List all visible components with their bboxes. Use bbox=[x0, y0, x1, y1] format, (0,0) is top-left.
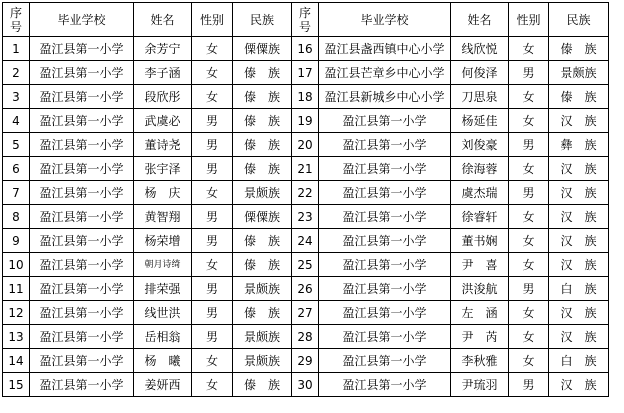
seq-cell: 20 bbox=[292, 133, 319, 157]
seq-cell: 6 bbox=[3, 157, 30, 181]
gender-cell: 男 bbox=[192, 109, 233, 133]
name-cell: 尹琉羽 bbox=[451, 373, 509, 397]
school-cell: 盈江县第一小学 bbox=[30, 157, 134, 181]
school-cell: 盈江县第一小学 bbox=[30, 109, 134, 133]
ethnicity-cell: 景颇族 bbox=[233, 325, 292, 349]
seq-cell: 17 bbox=[292, 61, 319, 85]
ethnicity-cell: 傣 族 bbox=[233, 109, 292, 133]
gender-cell: 女 bbox=[192, 61, 233, 85]
name-header: 姓名 bbox=[134, 3, 192, 37]
ethnicity-cell: 汉 族 bbox=[549, 325, 609, 349]
school-cell: 盈江县第一小学 bbox=[30, 205, 134, 229]
school-cell: 盈江县第一小学 bbox=[30, 61, 134, 85]
name-header: 姓名 bbox=[451, 3, 509, 37]
table-row bbox=[3, 325, 609, 349]
gender-cell: 男 bbox=[509, 133, 549, 157]
seq-cell: 7 bbox=[3, 181, 30, 205]
name-cell: 杨 庆 bbox=[134, 181, 192, 205]
gender-cell: 男 bbox=[509, 277, 549, 301]
school-cell: 盈江县第一小学 bbox=[30, 85, 134, 109]
ethnicity-cell: 汉 族 bbox=[549, 109, 609, 133]
gender-cell: 女 bbox=[509, 229, 549, 253]
name-cell: 排荣强 bbox=[134, 277, 192, 301]
school-cell: 盈江县第一小学 bbox=[30, 349, 134, 373]
school-cell: 盈江县第一小学 bbox=[30, 37, 134, 61]
ethnicity-header: 民族 bbox=[549, 3, 609, 37]
name-cell: 尹 喜 bbox=[451, 253, 509, 277]
name-cell: 董书娴 bbox=[451, 229, 509, 253]
school-header: 毕业学校 bbox=[319, 3, 451, 37]
seq-cell: 16 bbox=[292, 37, 319, 61]
school-cell: 盈江县第一小学 bbox=[319, 109, 451, 133]
ethnicity-cell: 景颇族 bbox=[233, 349, 292, 373]
table-row bbox=[3, 85, 609, 109]
table-row bbox=[3, 253, 609, 277]
seq-header bbox=[292, 3, 319, 37]
gender-cell: 女 bbox=[192, 349, 233, 373]
seq-cell: 19 bbox=[292, 109, 319, 133]
header-row bbox=[3, 3, 609, 37]
table-row bbox=[3, 157, 609, 181]
name-cell: 董诗尧 bbox=[134, 133, 192, 157]
school-cell: 盈江县第一小学 bbox=[319, 301, 451, 325]
school-cell: 盈江县第一小学 bbox=[319, 133, 451, 157]
gender-cell: 女 bbox=[192, 373, 233, 397]
name-cell: 岳相翁 bbox=[134, 325, 192, 349]
school-cell: 盈江县第一小学 bbox=[319, 325, 451, 349]
school-cell: 盈江县新城乡中心小学 bbox=[319, 85, 451, 109]
gender-cell: 男 bbox=[192, 157, 233, 181]
gender-cell: 男 bbox=[509, 373, 549, 397]
name-cell: 何俊泽 bbox=[451, 61, 509, 85]
seq-header-line2: 号 bbox=[9, 19, 22, 34]
name-cell: 刘俊豪 bbox=[451, 133, 509, 157]
ethnicity-cell: 傣 族 bbox=[233, 253, 292, 277]
seq-cell: 18 bbox=[292, 85, 319, 109]
gender-header: 性别 bbox=[192, 3, 233, 37]
name-cell: 线欣悦 bbox=[451, 37, 509, 61]
name-cell: 虞杰瑞 bbox=[451, 181, 509, 205]
ethnicity-cell: 傣 族 bbox=[233, 157, 292, 181]
gender-cell: 男 bbox=[192, 325, 233, 349]
name-cell: 杨延佳 bbox=[451, 109, 509, 133]
seq-cell: 29 bbox=[292, 349, 319, 373]
seq-header-line2: 号 bbox=[298, 19, 311, 34]
gender-cell: 男 bbox=[509, 61, 549, 85]
seq-cell: 24 bbox=[292, 229, 319, 253]
seq-cell: 15 bbox=[3, 373, 30, 397]
gender-cell: 女 bbox=[509, 253, 549, 277]
name-cell: 左 涵 bbox=[451, 301, 509, 325]
ethnicity-header: 民族 bbox=[233, 3, 292, 37]
seq-cell: 4 bbox=[3, 109, 30, 133]
school-cell: 盈江县第一小学 bbox=[30, 229, 134, 253]
ethnicity-cell: 汉 族 bbox=[549, 253, 609, 277]
enrollment-table bbox=[2, 2, 609, 397]
gender-cell: 女 bbox=[509, 325, 549, 349]
name-cell: 尹 芮 bbox=[451, 325, 509, 349]
seq-cell: 11 bbox=[3, 277, 30, 301]
name-cell: 黄智翔 bbox=[134, 205, 192, 229]
table-row bbox=[3, 301, 609, 325]
seq-cell: 25 bbox=[292, 253, 319, 277]
ethnicity-cell: 傈僳族 bbox=[233, 205, 292, 229]
seq-cell: 23 bbox=[292, 205, 319, 229]
school-cell: 盈江县芒章乡中心小学 bbox=[319, 61, 451, 85]
seq-cell: 14 bbox=[3, 349, 30, 373]
ethnicity-cell: 彝 族 bbox=[549, 133, 609, 157]
gender-cell: 女 bbox=[192, 181, 233, 205]
seq-header-line1: 序 bbox=[9, 5, 22, 20]
ethnicity-cell: 景颇族 bbox=[549, 61, 609, 85]
ethnicity-cell: 傈僳族 bbox=[233, 37, 292, 61]
ethnicity-cell: 傣 族 bbox=[549, 85, 609, 109]
gender-cell: 女 bbox=[509, 109, 549, 133]
school-cell: 盈江县第一小学 bbox=[319, 181, 451, 205]
table-row bbox=[3, 37, 609, 61]
school-cell: 盈江县第一小学 bbox=[319, 373, 451, 397]
table-row bbox=[3, 109, 609, 133]
seq-cell: 9 bbox=[3, 229, 30, 253]
ethnicity-cell: 汉 族 bbox=[549, 157, 609, 181]
table-row bbox=[3, 229, 609, 253]
seq-cell: 3 bbox=[3, 85, 30, 109]
ethnicity-cell: 傣 族 bbox=[233, 301, 292, 325]
gender-cell: 女 bbox=[509, 301, 549, 325]
table-row bbox=[3, 133, 609, 157]
name-cell: 朝月诗绮 bbox=[134, 253, 192, 277]
school-header: 毕业学校 bbox=[30, 3, 134, 37]
ethnicity-cell: 白 族 bbox=[549, 349, 609, 373]
school-cell: 盈江县第一小学 bbox=[30, 373, 134, 397]
name-cell: 洪浚航 bbox=[451, 277, 509, 301]
school-cell: 盈江县第一小学 bbox=[319, 253, 451, 277]
ethnicity-cell: 傣 族 bbox=[233, 133, 292, 157]
school-cell: 盈江县第一小学 bbox=[30, 277, 134, 301]
seq-header-line1: 序 bbox=[298, 5, 311, 20]
gender-cell: 女 bbox=[509, 37, 549, 61]
gender-cell: 女 bbox=[509, 349, 549, 373]
gender-cell: 男 bbox=[192, 205, 233, 229]
gender-cell: 男 bbox=[192, 277, 233, 301]
table-row bbox=[3, 349, 609, 373]
name-cell: 段欣彤 bbox=[134, 85, 192, 109]
name-cell: 刀思泉 bbox=[451, 85, 509, 109]
seq-cell: 10 bbox=[3, 253, 30, 277]
school-cell: 盈江县第一小学 bbox=[30, 325, 134, 349]
gender-cell: 女 bbox=[192, 85, 233, 109]
seq-cell: 5 bbox=[3, 133, 30, 157]
school-cell: 盈江县第一小学 bbox=[319, 277, 451, 301]
ethnicity-cell: 傣 族 bbox=[233, 61, 292, 85]
gender-header: 性别 bbox=[509, 3, 549, 37]
ethnicity-cell: 傣 族 bbox=[549, 37, 609, 61]
school-cell: 盈江县第一小学 bbox=[30, 133, 134, 157]
table-row bbox=[3, 277, 609, 301]
school-cell: 盈江县第一小学 bbox=[30, 253, 134, 277]
seq-cell: 1 bbox=[3, 37, 30, 61]
school-cell: 盈江县第一小学 bbox=[30, 301, 134, 325]
ethnicity-cell: 傣 族 bbox=[233, 85, 292, 109]
ethnicity-cell: 景颇族 bbox=[233, 181, 292, 205]
ethnicity-cell: 傣 族 bbox=[233, 373, 292, 397]
gender-cell: 男 bbox=[192, 133, 233, 157]
gender-cell: 女 bbox=[509, 157, 549, 181]
seq-cell: 2 bbox=[3, 61, 30, 85]
ethnicity-cell: 白 族 bbox=[549, 277, 609, 301]
gender-cell: 男 bbox=[192, 301, 233, 325]
name-cell: 徐海蓉 bbox=[451, 157, 509, 181]
school-cell: 盈江县盏西镇中心小学 bbox=[319, 37, 451, 61]
name-cell: 余芳宁 bbox=[134, 37, 192, 61]
school-cell: 盈江县第一小学 bbox=[319, 229, 451, 253]
seq-cell: 30 bbox=[292, 373, 319, 397]
seq-cell: 13 bbox=[3, 325, 30, 349]
seq-cell: 8 bbox=[3, 205, 30, 229]
ethnicity-cell: 汉 族 bbox=[549, 181, 609, 205]
gender-cell: 女 bbox=[192, 253, 233, 277]
table-row bbox=[3, 373, 609, 397]
name-cell: 杨荣增 bbox=[134, 229, 192, 253]
name-cell: 线世洪 bbox=[134, 301, 192, 325]
gender-cell: 男 bbox=[192, 229, 233, 253]
gender-cell: 女 bbox=[192, 37, 233, 61]
seq-cell: 22 bbox=[292, 181, 319, 205]
seq-cell: 26 bbox=[292, 277, 319, 301]
name-cell: 李子涵 bbox=[134, 61, 192, 85]
table-row bbox=[3, 61, 609, 85]
name-cell: 徐睿轩 bbox=[451, 205, 509, 229]
school-cell: 盈江县第一小学 bbox=[319, 157, 451, 181]
gender-cell: 男 bbox=[509, 181, 549, 205]
seq-cell: 28 bbox=[292, 325, 319, 349]
ethnicity-cell: 汉 族 bbox=[549, 373, 609, 397]
gender-cell: 女 bbox=[509, 205, 549, 229]
table-row bbox=[3, 205, 609, 229]
gender-cell: 女 bbox=[509, 85, 549, 109]
table-body bbox=[3, 37, 609, 397]
school-cell: 盈江县第一小学 bbox=[319, 205, 451, 229]
name-cell: 杨 曦 bbox=[134, 349, 192, 373]
seq-cell: 27 bbox=[292, 301, 319, 325]
school-cell: 盈江县第一小学 bbox=[319, 349, 451, 373]
ethnicity-cell: 汉 族 bbox=[549, 301, 609, 325]
seq-cell: 12 bbox=[3, 301, 30, 325]
ethnicity-cell: 傣 族 bbox=[233, 229, 292, 253]
ethnicity-cell: 汉 族 bbox=[549, 205, 609, 229]
name-cell: 武虞必 bbox=[134, 109, 192, 133]
name-cell: 李秋雅 bbox=[451, 349, 509, 373]
name-cell: 姜妍西 bbox=[134, 373, 192, 397]
ethnicity-cell: 汉 族 bbox=[549, 229, 609, 253]
school-cell: 盈江县第一小学 bbox=[30, 181, 134, 205]
seq-header bbox=[3, 3, 30, 37]
name-cell: 张宇泽 bbox=[134, 157, 192, 181]
table-row bbox=[3, 181, 609, 205]
ethnicity-cell: 景颇族 bbox=[233, 277, 292, 301]
seq-cell: 21 bbox=[292, 157, 319, 181]
